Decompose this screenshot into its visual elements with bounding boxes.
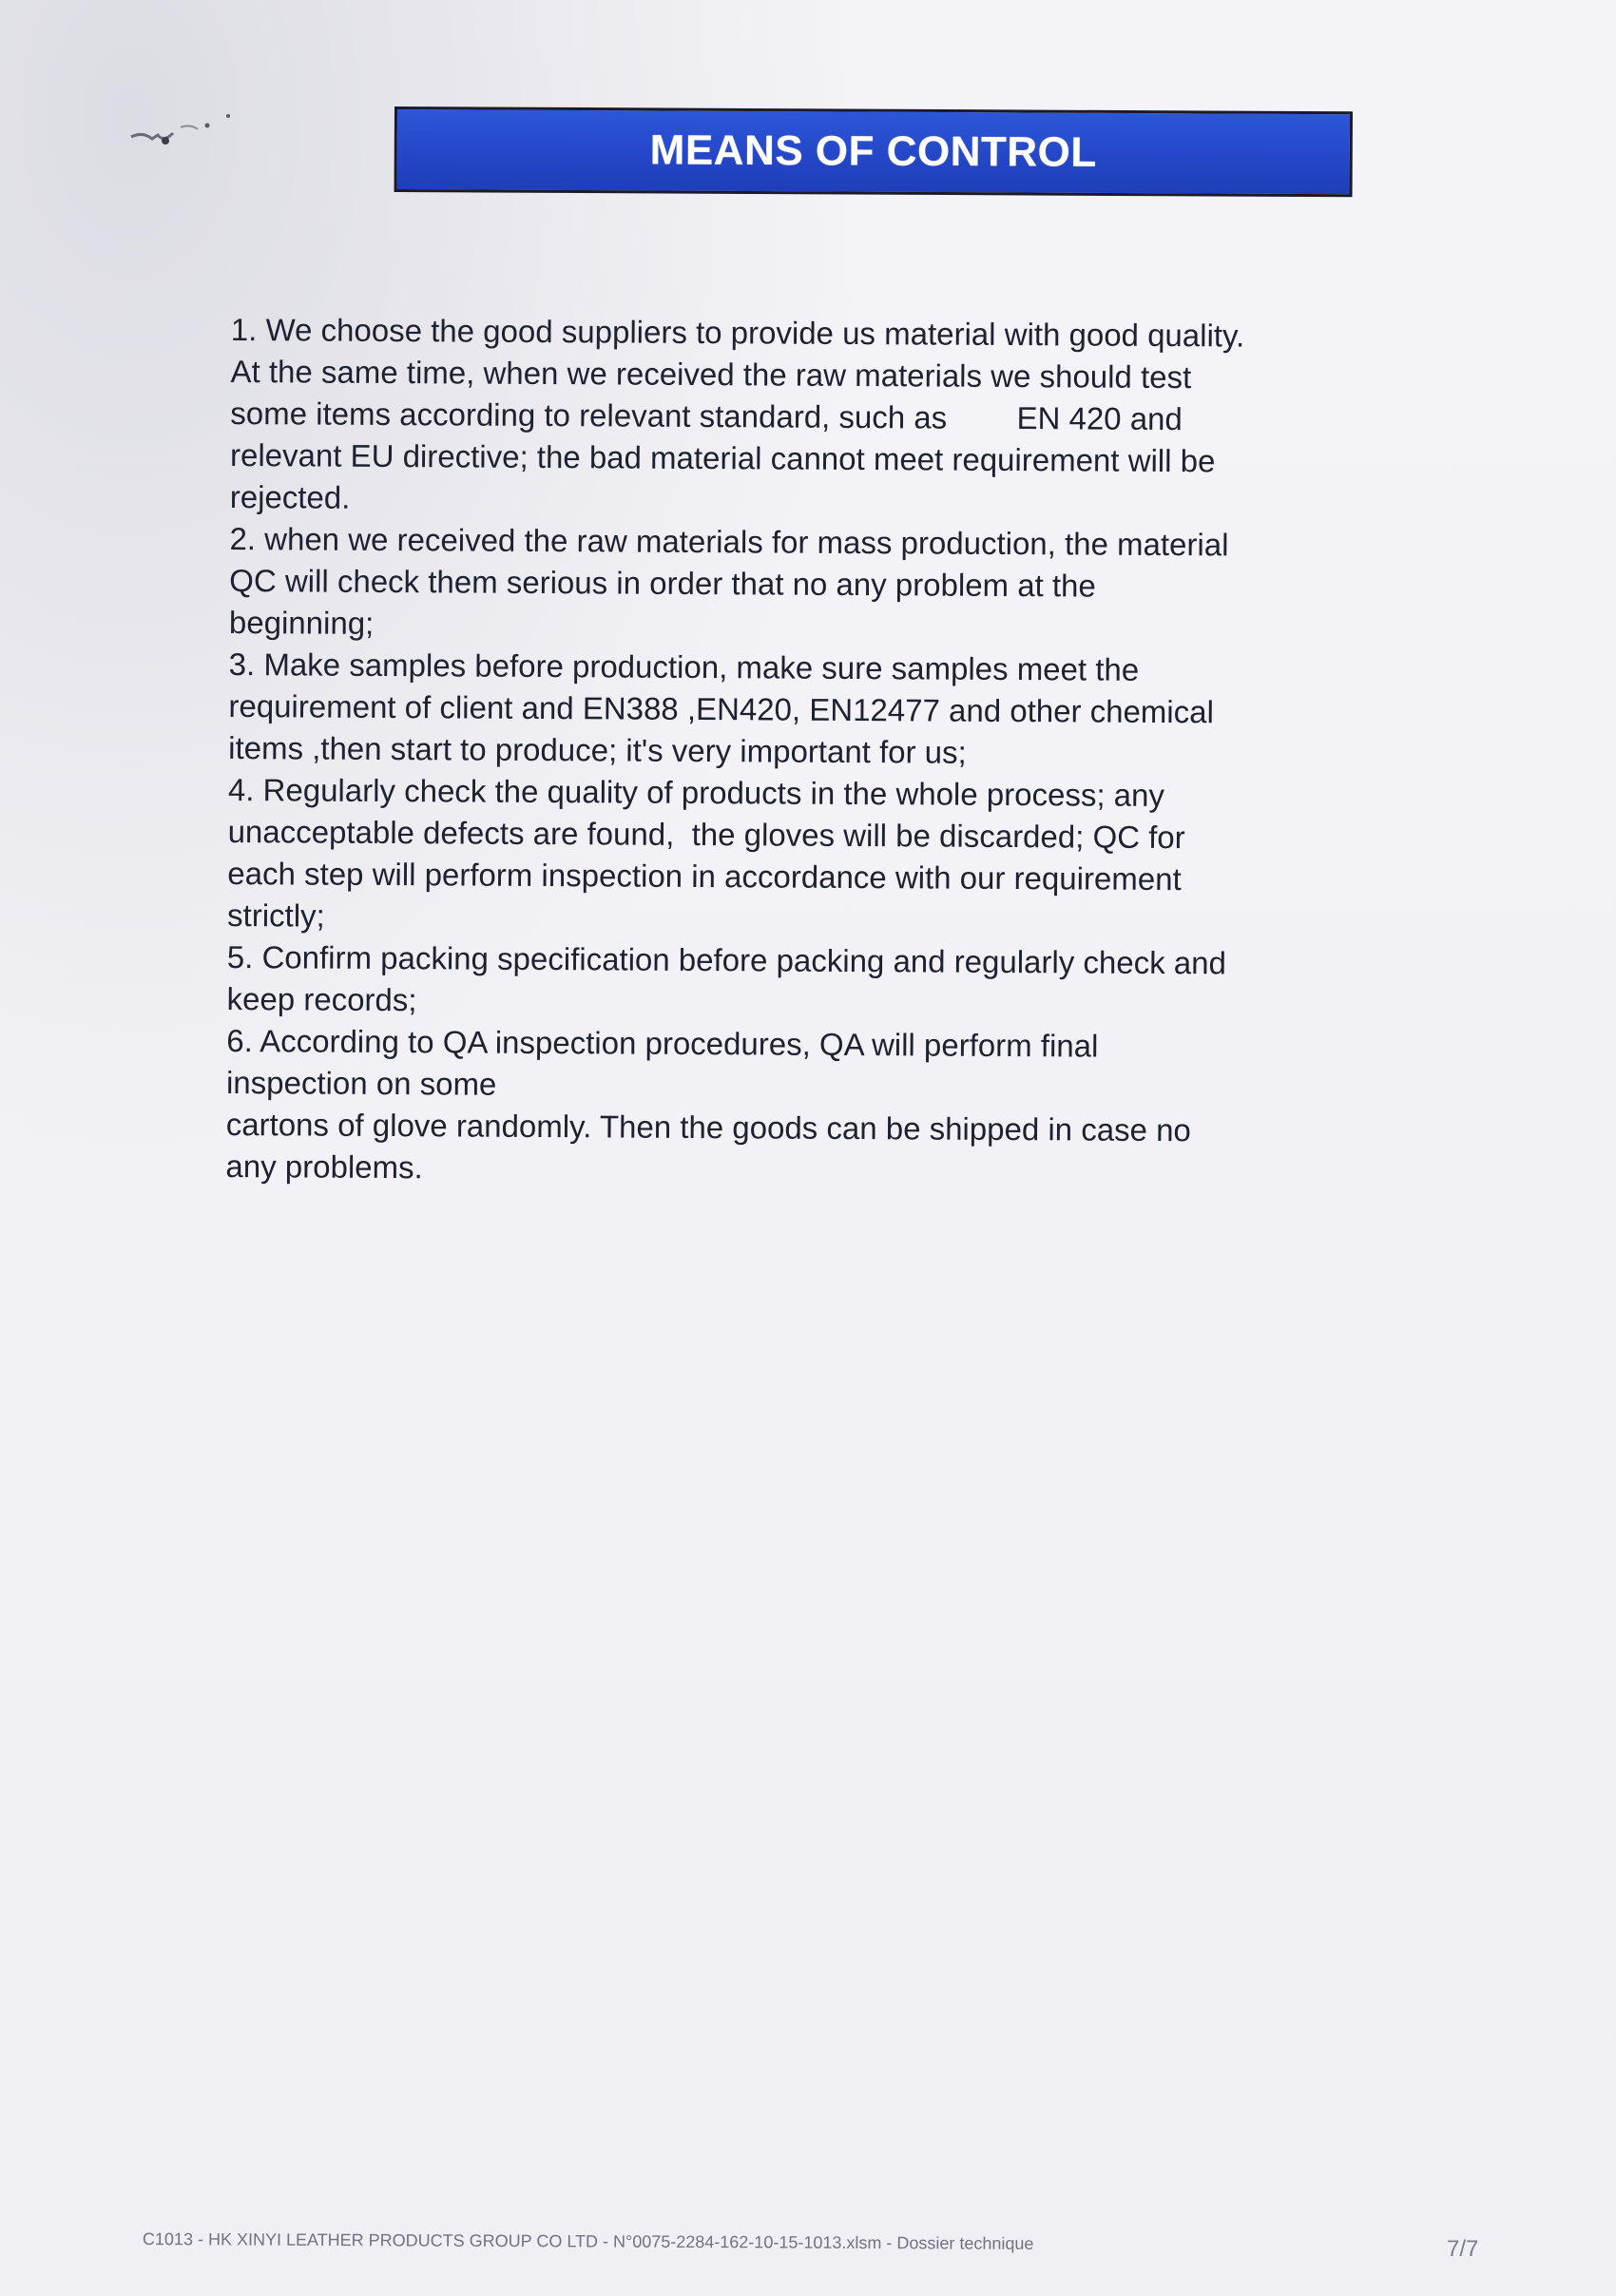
text-line: strictly; — [226, 897, 325, 934]
text-line: 3. Make samples before production, make sure samples meet the — [228, 646, 1140, 687]
text-line: unacceptable defects are found, the gloves will be discarded; QC for — [227, 813, 1185, 856]
text-line: rejected. — [229, 478, 351, 515]
title-banner — [394, 106, 1353, 197]
text-line: any problems. — [225, 1148, 423, 1186]
text-line: some items according to relevant standard, such as EN 420 and — [230, 395, 1183, 437]
text-line: At the same time, when we received the raw materials we should test — [230, 353, 1192, 396]
text-line: keep records; — [226, 980, 417, 1018]
text-line: cartons of glove randomly. Then the goods can be shipped in case no — [225, 1106, 1191, 1148]
text-line: beginning; — [228, 604, 375, 641]
text-line: 2. when we received the raw materials for mass production, the material — [229, 520, 1229, 563]
page-title: MEANS OF CONTROL — [649, 126, 1097, 176]
text-line: 1. We choose the good suppliers to provide us material with good quality. — [230, 311, 1245, 354]
footer-document-reference: C1013 - HK XINYI LEATHER PRODUCTS GROUP CO LTD - N°0075-2284-162-10-15-1013.xlsm - Dossier technique — [142, 2229, 1034, 2253]
text-line: QC will check them serious in order that no any problem at the — [229, 562, 1096, 604]
text-line: relevant EU directive; the bad material cannot meet requirement will be — [229, 436, 1216, 479]
page-number: 7/7 — [1447, 2236, 1479, 2262]
text-line: items ,then start to produce; it's very important for us; — [228, 729, 967, 770]
control-measures-text — [225, 309, 1353, 1194]
text-line: 4. Regularly check the quality of products in the whole process; any — [227, 771, 1165, 814]
text-line: requirement of client and EN388 ,EN420, EN12477 and other chemical — [228, 687, 1215, 730]
text-line: inspection on some — [225, 1064, 497, 1102]
punch-hole-mark-icon — [124, 106, 247, 154]
text-line: each step will perform inspection in accordance with our requirement — [227, 855, 1182, 897]
text-line: 6. According to QA inspection procedures, QA will perform final — [226, 1022, 1099, 1064]
text-line: 5. Confirm packing specification before packing and regularly check and — [226, 938, 1227, 981]
